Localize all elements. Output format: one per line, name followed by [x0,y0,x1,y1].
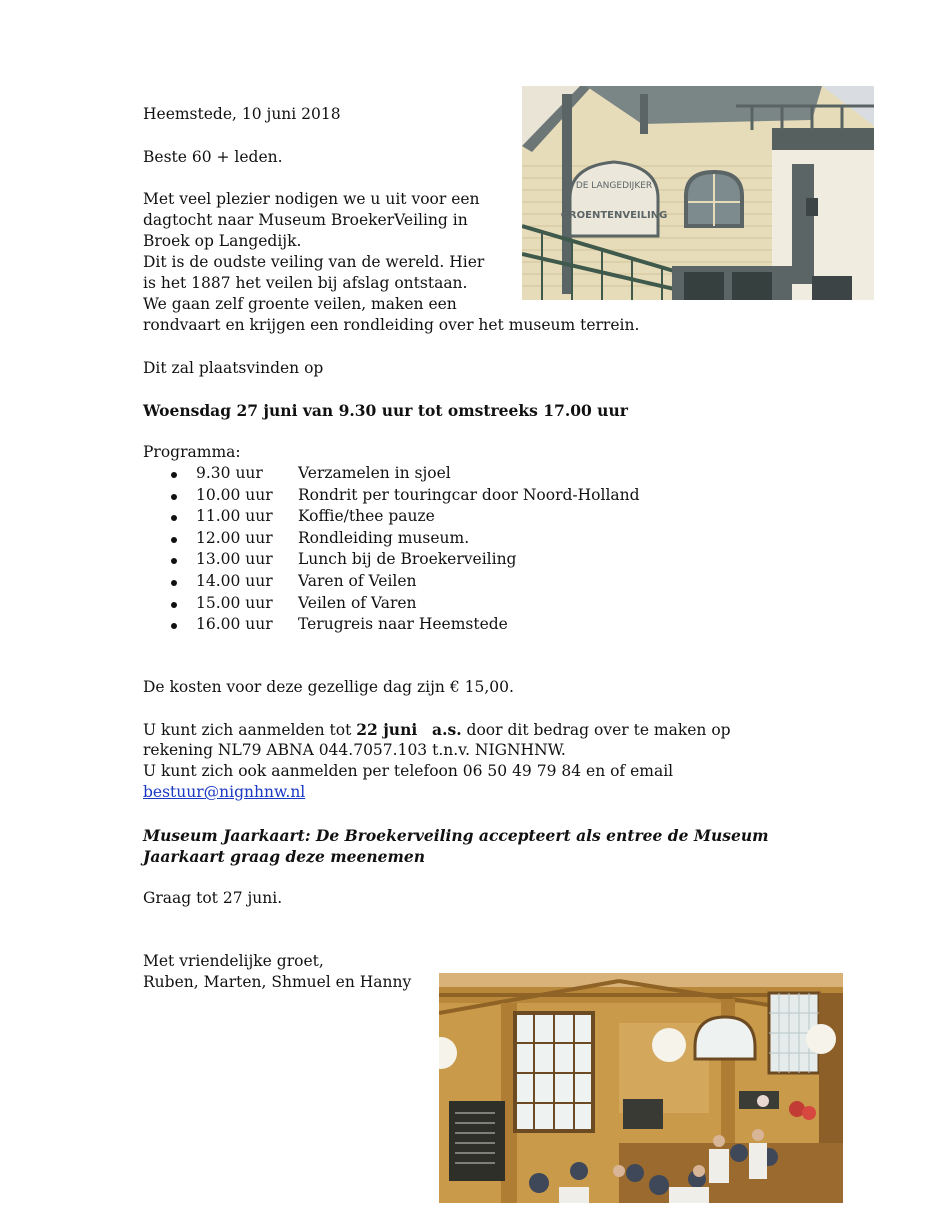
bullet-icon [171,623,177,629]
program-time: 9.30 uur [196,464,263,482]
program-title: Programma: [143,443,241,461]
intro-line: Broek op Langedijk. [143,232,302,250]
closing-line: Met vriendelijke groet, [143,952,324,970]
intro-line: dagtocht naar Museum BroekerVeiling in [143,211,468,229]
email-line [143,782,305,803]
costs-line: De kosten voor deze gezellige dag zijn € 15,00. [143,678,514,696]
program-time: 11.00 uur [196,507,273,526]
program-time: 12.00 uur [196,528,273,547]
bullet-icon [171,515,177,521]
letter-date: Heemstede, 10 juni 2018 [143,105,341,123]
bullet-icon [171,537,177,543]
bullet-icon [171,580,177,586]
museum-building-photo [522,86,874,300]
bullet-icon [171,472,177,478]
program-time: 15.00 uur [196,593,273,612]
intro-line: Dit is de oudste veiling van de wereld. Hier [143,253,485,271]
signatories-line: Ruben, Marten, Shmuel en Hanny [143,973,412,991]
museum-card-line: Museum Jaarkaart: De Broekerveiling accepteert als entree de Museum [143,826,769,845]
account-line: rekening NL79 ABNA 044.7057.103 t.n.v. NIGNHNW. [143,741,566,759]
signup-as: a.s. [432,720,462,739]
signup-line [143,719,731,741]
venue-intro: Dit zal plaatsvinden op [143,359,324,377]
sign-text-bottom: GROENTENVEILING [560,210,668,221]
see-you-line: Graag tot 27 juni. [143,889,283,907]
event-line: Woensdag 27 juni van 9.30 uur tot omstreeks 17.00 uur [143,401,628,420]
program-time: 13.00 uur [196,550,273,569]
program-desc: Lunch bij de Broekerveiling [298,550,517,569]
bullet-icon [171,494,177,500]
phone-line: U kunt zich ook aanmelden per telefoon 06 50 49 79 84 en of email [143,762,674,780]
bullet-icon [171,558,177,564]
program-time: 16.00 uur [196,615,273,634]
bullet-icon [171,602,177,608]
signup-date: 22 juni [356,720,418,739]
intro-line: is het 1887 het veilen bij afslag ontstaan. [143,274,468,292]
signup-post: door dit bedrag over te maken op [461,721,731,739]
program-desc: Rondleiding museum. [298,528,470,547]
sign-text-top: DE LANGEDIJKER [575,181,653,191]
interior-illustration [439,973,843,1203]
program-desc: Verzamelen in sjoel [298,464,451,482]
program-desc: Koffie/thee pauze [298,507,435,526]
program-desc: Rondrit per touringcar door Noord-Holland [298,485,640,504]
building-illustration [522,86,874,300]
program-desc: Terugreis naar Heemstede [298,615,508,634]
signup-pre: U kunt zich aanmelden tot [143,721,357,739]
email-link[interactable]: bestuur@nignhnw.nl [143,783,306,801]
program-time: 14.00 uur [196,571,273,590]
program-desc: Varen of Veilen [298,571,417,590]
intro-line: rondvaart en krijgen een rondleiding over het museum terrein. [143,316,640,334]
intro-line: Met veel plezier nodigen we u uit voor een [143,190,480,208]
program-desc: Veilen of Varen [298,593,417,612]
letter-greeting: Beste 60 + leden. [143,148,283,166]
museum-interior-photo [439,973,843,1203]
intro-line: We gaan zelf groente veilen, maken een [143,295,457,313]
program-time: 10.00 uur [196,485,273,504]
museum-card-line: Jaarkaart graag deze meenemen [143,847,426,866]
